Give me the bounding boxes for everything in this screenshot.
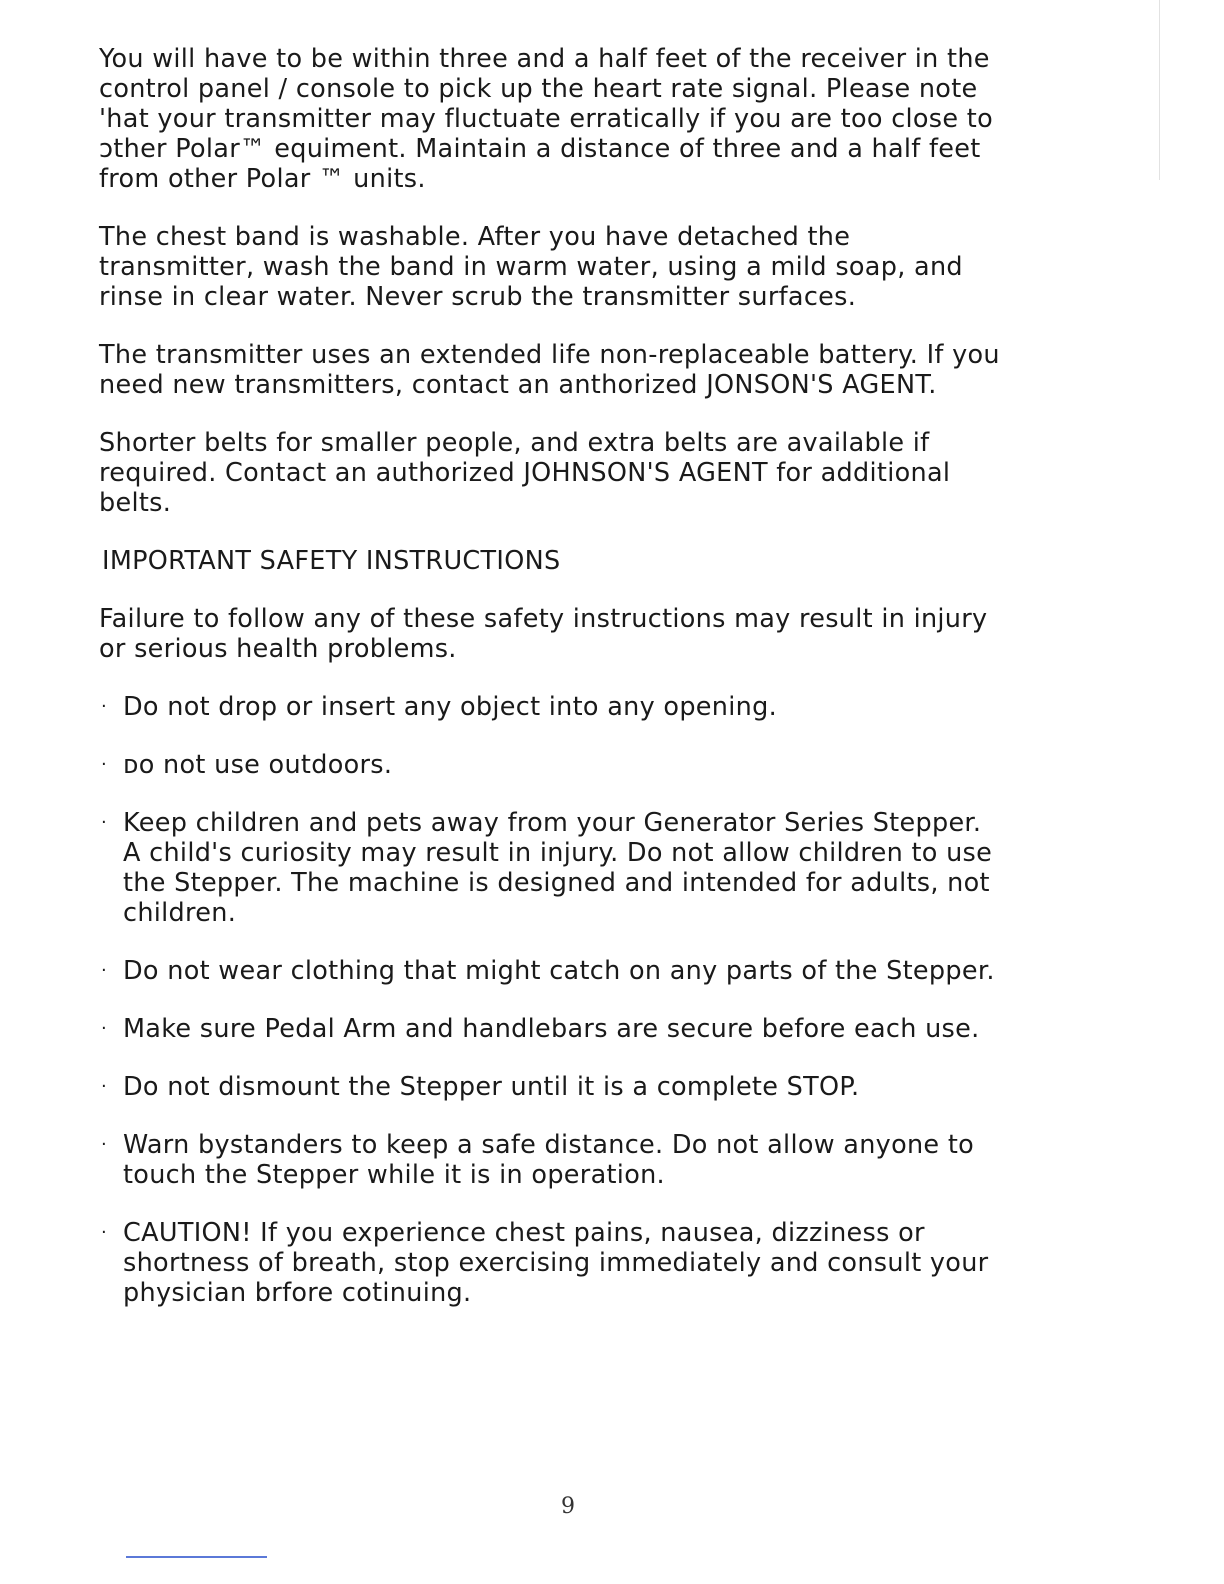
list-item-text: Do not wear clothing that might catch on any parts of the Stepper. bbox=[123, 956, 995, 986]
scan-edge-line bbox=[1159, 0, 1160, 180]
safety-instructions-list bbox=[99, 692, 1039, 1308]
list-item bbox=[99, 1014, 1039, 1044]
safety-heading: IMPORTANT SAFETY INSTRUCTIONS bbox=[102, 546, 561, 576]
list-item bbox=[99, 1130, 1039, 1190]
bullet-icon: · bbox=[101, 1222, 108, 1243]
paragraph-transmitter-battery: The transmitter uses an extended life non-replaceable battery. If you need new transmitters, contact an anthorized JONSON'S AGENT. bbox=[99, 340, 1000, 400]
bullet-icon: · bbox=[101, 1134, 108, 1155]
list-item bbox=[99, 750, 1039, 780]
page-content bbox=[99, 44, 1039, 1336]
list-item bbox=[99, 956, 1039, 986]
list-item bbox=[99, 1072, 1039, 1102]
list-item-text: Do not drop or insert any object into any opening. bbox=[123, 692, 777, 722]
list-item bbox=[99, 808, 1039, 928]
list-item-text: CAUTION! If you experience chest pains, nausea, dizziness or shortness of breath, stop exercising immediately and consult your physician brfore cotinuing. bbox=[123, 1218, 989, 1308]
bottom-rule bbox=[126, 1556, 267, 1558]
list-item-text: Warn bystanders to keep a safe distance. Do not allow anyone to touch the Stepper while it is in operation. bbox=[123, 1130, 975, 1190]
bullet-icon: · bbox=[101, 1018, 108, 1039]
bullet-icon: · bbox=[101, 696, 108, 717]
bullet-icon: · bbox=[101, 1076, 108, 1097]
bullet-icon: · bbox=[101, 960, 108, 981]
page-number: 9 bbox=[561, 1494, 575, 1519]
list-item-text: Keep children and pets away from your Generator Series Stepper. A child's curiosity may result in injury. Do not allow children to use the Stepper. The machine is designed and intended for adults, not children. bbox=[123, 808, 993, 928]
paragraph-receiver-range: You will have to be within three and a half feet of the receiver in the control panel / console to pick up the heart rate signal. Please note 'hat your transmitter may fluctuate erratically if you are too close to ɔther Polar™ equiment. Maintain a distance of three and a half feet from other Polar ™ units. bbox=[99, 44, 993, 194]
list-item bbox=[99, 1218, 1039, 1308]
list-item-text: ᴅo not use outdoors. bbox=[123, 750, 393, 780]
bullet-icon: · bbox=[101, 754, 108, 775]
safety-intro: Failure to follow any of these safety instructions may result in injury or serious health problems. bbox=[99, 604, 988, 664]
list-item bbox=[99, 692, 1039, 722]
paragraph-chest-band-care: The chest band is washable. After you have detached the transmitter, wash the band in warm water, using a mild soap, and rinse in clear water. Never scrub the transmitter surfaces. bbox=[99, 222, 963, 312]
list-item-text: Do not dismount the Stepper until it is a complete STOP. bbox=[123, 1072, 860, 1102]
list-item-text: Make sure Pedal Arm and handlebars are secure before each use. bbox=[123, 1014, 980, 1044]
paragraph-belt-sizes: Shorter belts for smaller people, and extra belts are available if required. Contact an authorized JOHNSON'S AGENT for additional belts. bbox=[99, 428, 951, 518]
bullet-icon: · bbox=[101, 812, 108, 833]
